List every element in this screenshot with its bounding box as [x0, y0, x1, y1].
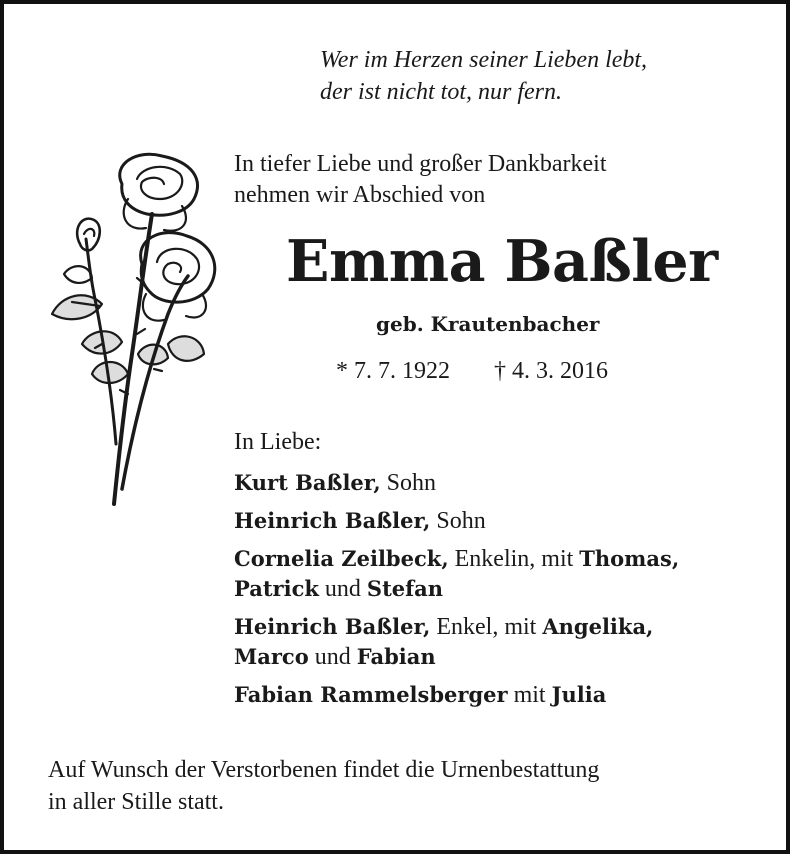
mourner-relation: Sohn	[430, 508, 486, 534]
life-dates	[336, 354, 756, 388]
intro-line-2: nehmen wir Abschied von	[234, 182, 486, 208]
mourner-name: Patrick	[234, 576, 319, 601]
mourners-list	[234, 468, 774, 718]
funeral-note-line-1: Auf Wunsch der Verstorbenen findet die Urnenbestattung	[48, 757, 600, 783]
mourner-row	[234, 506, 774, 536]
mourner-connector: mit	[507, 682, 552, 708]
mourners-label: In Liebe:	[234, 429, 322, 455]
intro-line-1: In tiefer Liebe und großer Dankbarkeit	[234, 151, 607, 177]
funeral-note	[48, 754, 768, 818]
motto-quote	[320, 44, 770, 108]
motto-line-2: der ist nicht tot, nur fern.	[320, 79, 562, 105]
mourner-name: Stefan	[366, 576, 444, 601]
funeral-note-line-2: in aller Stille statt.	[48, 789, 224, 815]
motto-line-1: Wer im Herzen seiner Lieben lebt,	[320, 47, 648, 73]
mourner-row	[234, 544, 774, 604]
mourner-name: Marco	[234, 644, 309, 669]
mourner-name: Thomas,	[579, 546, 680, 571]
mourner-name: Angelika,	[542, 614, 654, 639]
mourner-row	[234, 680, 774, 710]
mourner-name: Cornelia Zeilbeck,	[234, 546, 449, 571]
mourner-relation: Enkel, mit	[430, 614, 543, 640]
intro-text	[234, 149, 774, 211]
mourner-name: Kurt Baßler,	[234, 470, 381, 495]
birth-date: * 7. 7. 1922	[336, 358, 450, 384]
death-date: † 4. 3. 2016	[494, 358, 608, 384]
mourner-connector: und	[318, 576, 367, 602]
birth-name: geb. Krautenbacher	[376, 312, 600, 336]
mourner-row	[234, 612, 774, 672]
mourner-name: Julia	[551, 682, 607, 707]
mourner-name: Heinrich Baßler,	[234, 614, 431, 639]
mourner-name: Heinrich Baßler,	[234, 508, 431, 533]
deceased-name: Emma Baßler	[286, 228, 718, 295]
rose-illustration-icon	[42, 144, 232, 514]
mourner-connector: und	[308, 644, 357, 670]
mourner-relation: Sohn	[380, 470, 436, 496]
mourner-row	[234, 468, 774, 498]
mourner-name: Fabian Rammelsberger	[234, 682, 508, 707]
mourner-name: Fabian	[356, 644, 436, 669]
mourner-relation: Enkelin, mit	[448, 546, 580, 572]
